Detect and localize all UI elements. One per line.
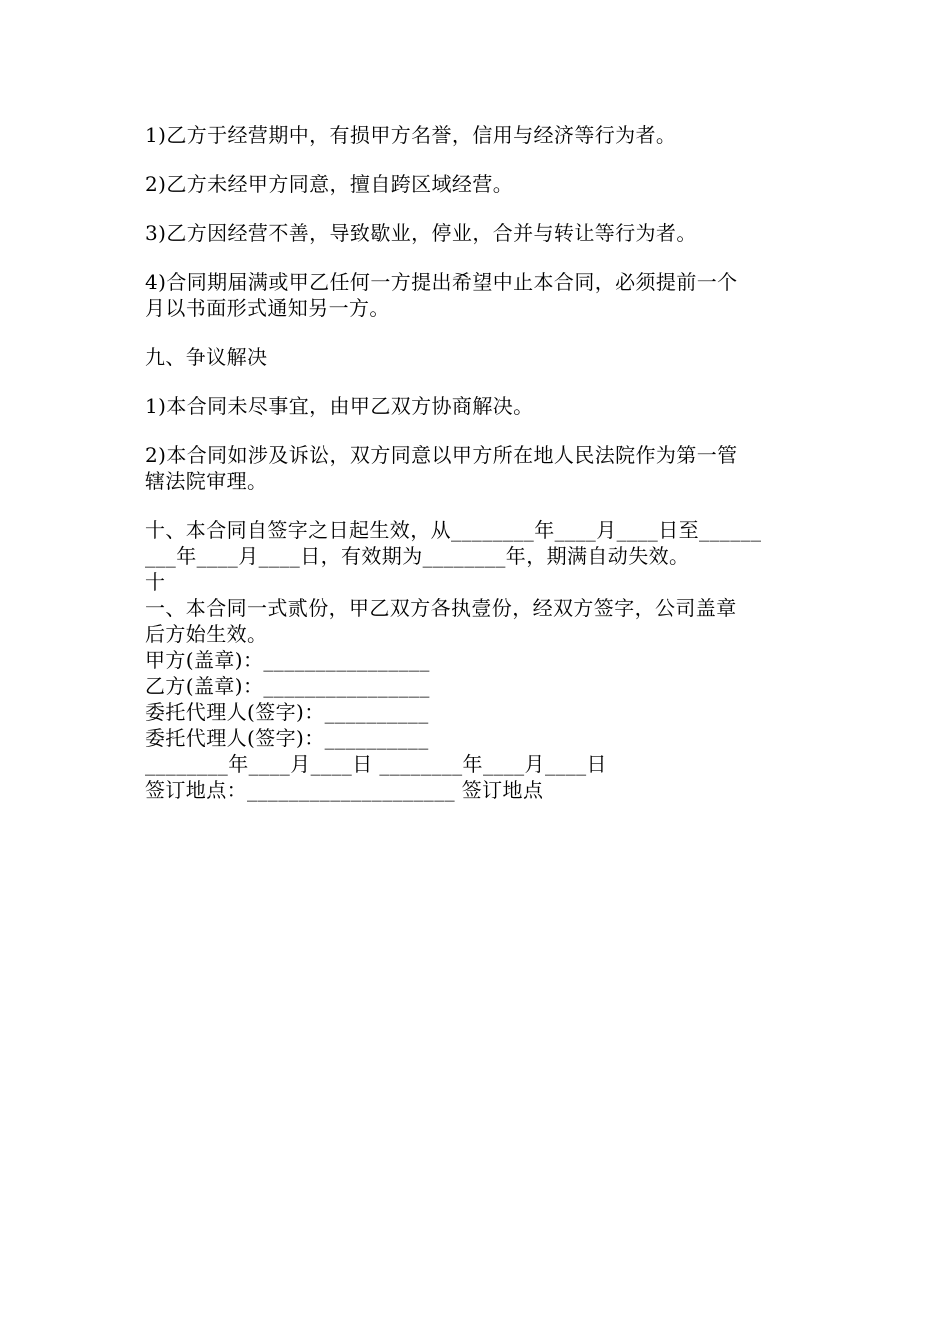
agent-a-signature-line: 委托代理人(签字)：__________ <box>145 700 429 724</box>
termination-item-4-line-2: 月以书面形式通知另一方。 <box>145 296 390 320</box>
party-b-seal-line: 乙方(盖章)：________________ <box>145 674 430 698</box>
dispute-item-2-line-2: 辖法院审理。 <box>145 469 268 493</box>
copies-clause-line-1: 一、本合同一式贰份，甲乙双方各执壹份，经双方签字，公司盖章 <box>145 596 737 620</box>
contract-page <box>145 122 810 803</box>
termination-item-3: 3)乙方因经营不善，导致歇业，停业，合并与转让等行为者。 <box>145 221 697 245</box>
signing-dates-line: ________年____月____日 ________年____月____日 <box>145 752 607 776</box>
termination-item-1: 1)乙方于经营期中，有损甲方名誉，信用与经济等行为者。 <box>145 123 677 147</box>
copies-clause-line-0: 十 <box>145 570 166 594</box>
dispute-item-2 <box>145 442 810 494</box>
signature-block <box>145 647 810 803</box>
copies-clause-line-2: 后方始生效。 <box>145 622 268 646</box>
party-a-seal-line: 甲方(盖章)：________________ <box>145 648 430 672</box>
dispute-item-1: 1)本合同未尽事宜，由甲乙双方协商解决。 <box>145 394 534 418</box>
dispute-heading: 九、争议解决 <box>145 345 268 369</box>
effective-clause-line-1: 十、本合同自签字之日起生效，从________年____月____日至______ <box>145 518 762 542</box>
termination-item-2: 2)乙方未经甲方同意，擅自跨区域经营。 <box>145 172 514 196</box>
termination-item-4 <box>145 269 810 321</box>
dispute-item-2-line-1: 2)本合同如涉及诉讼，双方同意以甲方所在地人民法院作为第一管 <box>145 443 738 467</box>
effective-clause <box>145 517 810 569</box>
signing-place-line: 签订地点：____________________ 签订地点 <box>145 778 544 802</box>
agent-b-signature-line: 委托代理人(签字)：__________ <box>145 726 429 750</box>
copies-clause <box>145 569 810 647</box>
termination-item-4-line-1: 4)合同期届满或甲乙任何一方提出希望中止本合同，必须提前一个 <box>145 270 738 294</box>
effective-clause-line-2: ___年____月____日，有效期为________年，期满自动失效。 <box>145 544 690 568</box>
